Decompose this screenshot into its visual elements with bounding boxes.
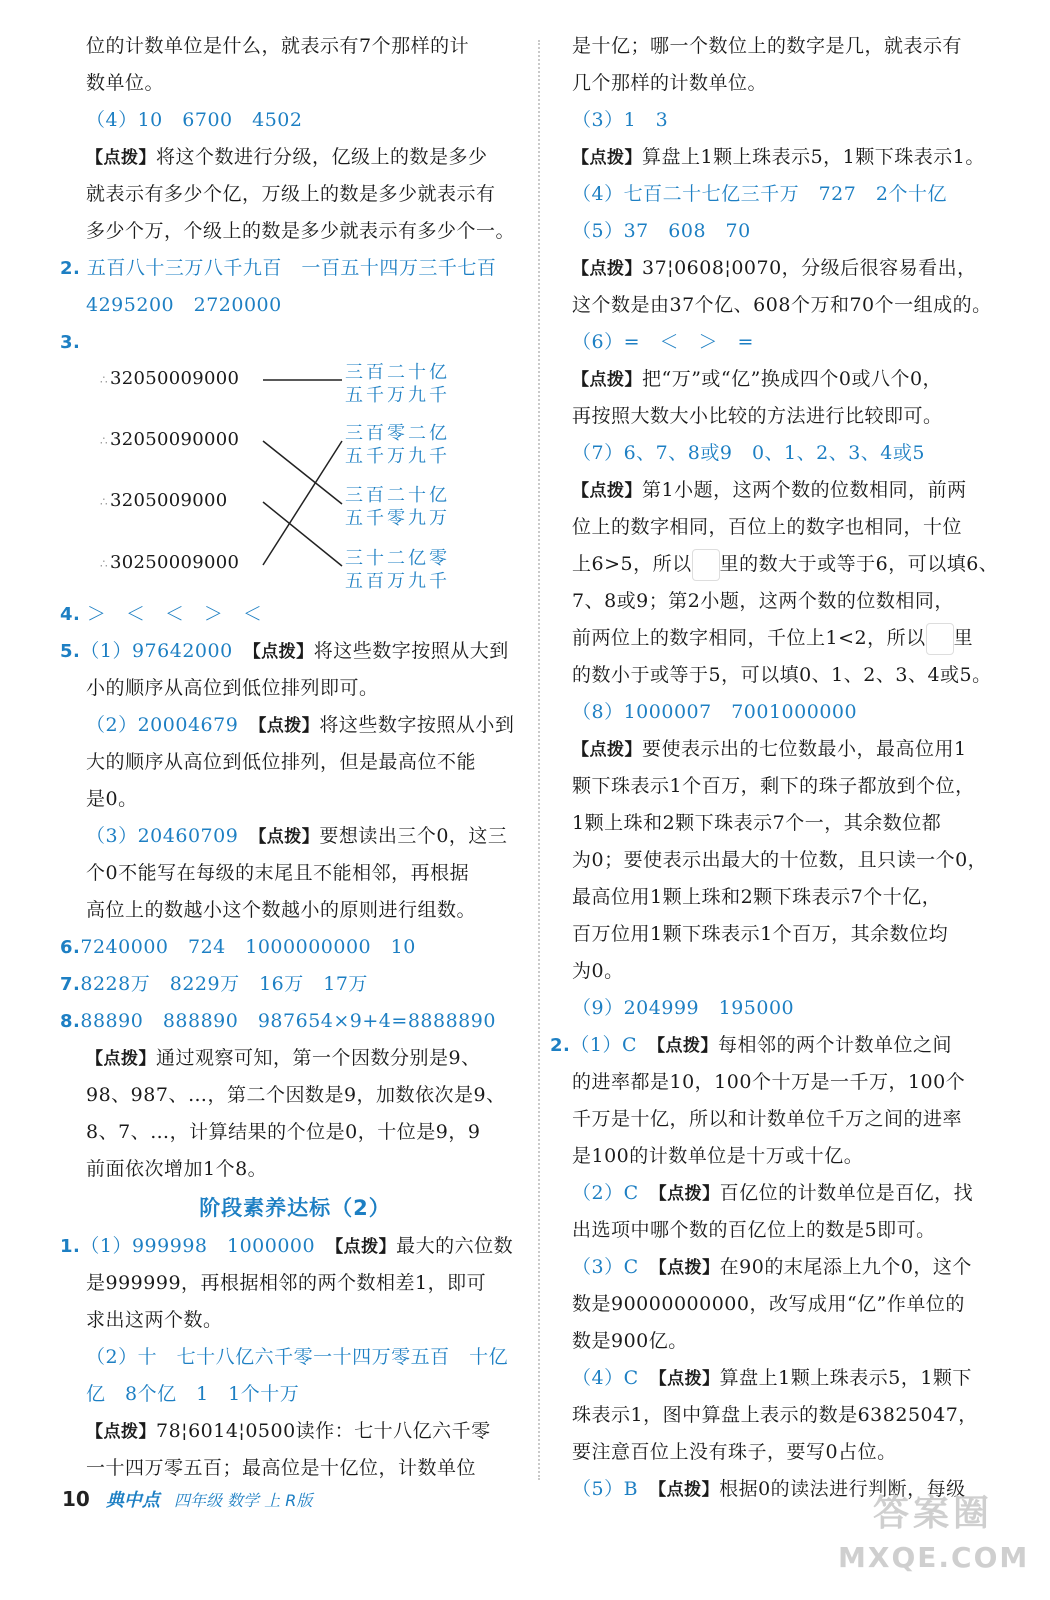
match-reading: 三百零二亿 五千万九千 bbox=[345, 423, 450, 467]
answer-line: 亿 8个亿 1 1个十万 bbox=[86, 1383, 300, 1405]
text-line: 是十亿；哪一个数位上的数字是几，就表示有 bbox=[572, 35, 963, 57]
text-line: 再按照大数大小比较的方法进行比较即可。 bbox=[572, 405, 943, 427]
tip-line: 【点拨】算盘上1颗上珠表示5，1颗下珠表示1。 bbox=[572, 146, 985, 168]
question-2-right: 2.（1）C 【点拨】每相邻的两个计数单位之间 bbox=[550, 1034, 953, 1056]
text-line: 是999999，再根据相邻的两个数相差1，即可 bbox=[86, 1272, 487, 1294]
question-number: 3. bbox=[60, 332, 81, 353]
match-line bbox=[263, 441, 342, 565]
match-line bbox=[263, 502, 342, 566]
tip-line: 【点拨】要使表示出的七位数最小，最高位用1 bbox=[572, 738, 967, 760]
question-5: 5.（1）97642000 【点拨】将这些数字按照从大到 bbox=[60, 640, 509, 662]
tip-label: 【点拨】 bbox=[572, 481, 642, 501]
tip-text: 将这个数进行分级，亿级上的数是多少 bbox=[156, 146, 488, 168]
answer-line: （4）10 6700 4502 bbox=[86, 109, 303, 131]
tip-label: 【点拨】 bbox=[656, 1036, 719, 1056]
tip-label: 【点拨】 bbox=[572, 259, 642, 279]
question-number: 5. bbox=[60, 641, 81, 662]
tip-label: 【点拨】 bbox=[658, 1184, 720, 1204]
abacus-icon: ∴ bbox=[100, 557, 108, 571]
text-line: 大的顺序从高位到低位排列，但是最高位不能 bbox=[86, 751, 477, 773]
text-line: 为0。 bbox=[572, 960, 624, 982]
text-line: 就表示有多少个亿，万级上的数是多少就表示有 bbox=[86, 183, 496, 205]
tip-label: 【点拨】 bbox=[252, 642, 314, 662]
tip-label: 【点拨】 bbox=[86, 148, 156, 168]
blank-box-icon bbox=[692, 549, 720, 581]
tip-label: 【点拨】 bbox=[657, 1480, 720, 1500]
book-title: 四年级 数学 上 R版 bbox=[173, 1491, 313, 1510]
match-number: ∴ 32050090000 bbox=[100, 429, 240, 450]
text-line: 数是900亿。 bbox=[572, 1330, 688, 1352]
answer-line: （2）20004679 【点拨】将这些数字按照从小到 bbox=[86, 714, 515, 736]
left-column bbox=[60, 28, 530, 1487]
text-line: 百万位用1颗下珠表示1个百万，其余数位均 bbox=[572, 923, 949, 945]
answer-line: （5）37 608 70 bbox=[572, 220, 751, 242]
answer-line: （4）C 【点拨】算盘上1颗上珠表示5，1颗下 bbox=[572, 1367, 972, 1389]
text-line: 一十四万零五百；最高位是十亿位，计数单位 bbox=[86, 1457, 477, 1479]
tip-line bbox=[60, 139, 530, 176]
tip-label: 【点拨】 bbox=[257, 716, 320, 736]
tip-line: 【点拨】第1小题，这两个数的位数相同，前两 bbox=[572, 479, 967, 501]
match-reading: 三十二亿零 五百万九千 bbox=[345, 548, 450, 592]
answer-line: （3）1 3 bbox=[572, 109, 669, 131]
text-line: 千万是十亿，所以和计数单位千万之间的进率 bbox=[572, 1108, 963, 1130]
match-number: ∴ 32050009000 bbox=[100, 368, 240, 389]
answer-line: 4295200 2720000 bbox=[86, 294, 282, 316]
text-line: 小的顺序从高位到低位排列即可。 bbox=[86, 677, 379, 699]
question-number: 4. bbox=[60, 604, 81, 625]
text-line: 位上的数字相同，百位上的数字也相同，十位 bbox=[572, 516, 963, 538]
question-number: 6. bbox=[60, 937, 81, 958]
tip-label: 【点拨】 bbox=[257, 827, 320, 847]
text-line: 98、987、…，第二个因数是9，加数依次是9、 bbox=[86, 1084, 506, 1106]
text-line: 是100的计数单位是十万或十亿。 bbox=[572, 1145, 864, 1167]
text-line: 的进率都是10，100个十万是一千万，100个 bbox=[572, 1071, 966, 1093]
text-line: 多少个万，个级上的数是多少就表示有多少个一。 bbox=[86, 220, 516, 242]
question-number: 1. bbox=[60, 1236, 81, 1257]
watermark bbox=[838, 1488, 1028, 1588]
abacus-icon: ∴ bbox=[100, 434, 108, 448]
tip-line: 【点拨】37¦0608¦0070，分级后很容易看出， bbox=[572, 257, 977, 279]
tip-label: 【点拨】 bbox=[86, 1049, 156, 1069]
page-footer bbox=[62, 1482, 312, 1516]
text-line: 颗下珠表示1个百万，剩下的珠子都放到个位， bbox=[572, 775, 975, 797]
text-line: 8、7、…，计算结果的个位是0，十位是9，9 bbox=[86, 1121, 481, 1143]
answer-line: （7）6、7、8或9 0、1、2、3、4或5 bbox=[572, 442, 925, 464]
text-line: 数单位。 bbox=[86, 72, 165, 94]
tip-label: 【点拨】 bbox=[572, 148, 642, 168]
question-number: 7. bbox=[60, 974, 81, 995]
match-number: ∴ 30250009000 bbox=[100, 552, 240, 573]
tip-label: 【点拨】 bbox=[572, 740, 642, 760]
text-line: 为0；要使表示出最大的十位数，且只读一个0， bbox=[572, 849, 988, 871]
blank-box-icon bbox=[926, 623, 954, 655]
question-2 bbox=[60, 250, 530, 287]
match-reading: 三百二十亿 五千万九千 bbox=[345, 362, 450, 406]
match-reading: 三百二十亿 五千零九万 bbox=[345, 485, 450, 529]
tip-label: 【点拨】 bbox=[658, 1369, 720, 1389]
tip-line: 【点拨】把“万”或“亿”换成四个0或八个0， bbox=[572, 368, 943, 390]
answer-line: （3）C 【点拨】在90的末尾添上九个0，这个 bbox=[572, 1256, 972, 1278]
text-line: 位的计数单位是什么，就表示有7个那样的计 bbox=[86, 35, 470, 57]
text-line: 前面依次增加1个8。 bbox=[86, 1158, 268, 1180]
answer-line: （6）= ＜ ＞ = bbox=[572, 331, 754, 353]
answer-line: （2）十 七十八亿六千零一十四万零五百 十亿 bbox=[86, 1346, 509, 1368]
answer-line: （9）204999 195000 bbox=[572, 997, 795, 1019]
text-line: 个0不能写在每级的末尾且不能相邻，再根据 bbox=[86, 862, 470, 884]
question-4 bbox=[60, 596, 530, 633]
text-line: 1颗上珠和2颗下珠表示7个一，其余数位都 bbox=[572, 812, 942, 834]
watermark-url: MXQE.COM bbox=[838, 1541, 1030, 1574]
answer-line: （2）C 【点拨】百亿位的计数单位是百亿，找 bbox=[572, 1182, 974, 1204]
question-number: 2. bbox=[60, 258, 81, 279]
text-line: 前两位上的数字相同，千位上1<2，所以 里 bbox=[572, 620, 1007, 657]
brand-logo: 典中点 bbox=[105, 1490, 160, 1511]
tip-line: 【点拨】通过观察可知，第一个因数分别是9、 bbox=[86, 1047, 481, 1069]
tip-line: 【点拨】78¦6014¦0500读作：七十八亿六千零 bbox=[86, 1420, 491, 1442]
tip-label: 【点拨】 bbox=[658, 1258, 720, 1278]
text-line: 是0。 bbox=[86, 788, 138, 810]
matching-diagram bbox=[70, 361, 530, 596]
text-line: 高位上的数越小这个数越小的原则进行组数。 bbox=[86, 899, 477, 921]
text-line: 要注意百位上没有珠子，要写0占位。 bbox=[572, 1441, 897, 1463]
text-line: 的数小于或等于5，可以填0、1、2、3、4或5。 bbox=[572, 664, 992, 686]
question-6: 6.7240000 724 1000000000 10 bbox=[60, 936, 416, 958]
answer-line: （8）1000007 7001000000 bbox=[572, 701, 858, 723]
tip-label: 【点拨】 bbox=[86, 1422, 156, 1442]
match-number: ∴ 3205009000 bbox=[100, 490, 228, 511]
question-number: 2. bbox=[550, 1035, 571, 1056]
question-7: 7.8228万 8229万 16万 17万 bbox=[60, 973, 368, 995]
text-line: 上6>5，所以 里的数大于或等于6，可以填6、 bbox=[572, 546, 1007, 583]
answer-line: （4）七百二十七亿三千万 727 2个十亿 bbox=[572, 183, 947, 205]
abacus-icon: ∴ bbox=[100, 373, 108, 387]
text-line: 珠表示1，图中算盘上表示的数是63825047， bbox=[572, 1404, 978, 1426]
question-3 bbox=[60, 324, 530, 361]
watermark-text: 答案圈 bbox=[872, 1493, 993, 1534]
text-line: 最高位用1颗上珠和2颗下珠表示7个十亿， bbox=[572, 886, 942, 908]
text-line: 7、8或9；第2小题，这两个数的位数相同， bbox=[572, 590, 954, 612]
answer-line: （5）B 【点拨】根据0的读法进行判断，每级 bbox=[572, 1478, 966, 1500]
column-divider bbox=[538, 40, 540, 1480]
tip-label: 【点拨】 bbox=[334, 1237, 397, 1257]
answer-line: （3）20460709 【点拨】要想读出三个0，这三 bbox=[86, 825, 508, 847]
abacus-icon: ∴ bbox=[100, 495, 108, 509]
right-column bbox=[550, 28, 1007, 1508]
question-number: 8. bbox=[60, 1011, 81, 1032]
tip-label: 【点拨】 bbox=[572, 370, 642, 390]
text-line: 求出这两个数。 bbox=[86, 1309, 223, 1331]
answer-text: 五百八十三万八千九百 一百五十四万三千七百 bbox=[86, 257, 497, 279]
section-question-1: 1.（1）999998 1000000 【点拨】最大的六位数 bbox=[60, 1235, 514, 1257]
section-title: 阶段素养达标（2） bbox=[199, 1196, 391, 1220]
match-line bbox=[263, 441, 342, 504]
text-line: 这个数是由37个亿、608个万和70个一组成的。 bbox=[572, 294, 992, 316]
page-number: 10 bbox=[62, 1487, 90, 1511]
question-8: 8.88890 888890 987654×9+4=8888890 bbox=[60, 1010, 496, 1032]
text-line: 几个那样的计数单位。 bbox=[572, 72, 768, 94]
answer-text: ＞ ＜ ＜ ＞ ＜ bbox=[86, 603, 263, 625]
text-line: 出选项中哪个数的百亿位上的数是5即可。 bbox=[572, 1219, 936, 1241]
text-line: 数是90000000000，改写成用“亿”作单位的 bbox=[572, 1293, 965, 1315]
